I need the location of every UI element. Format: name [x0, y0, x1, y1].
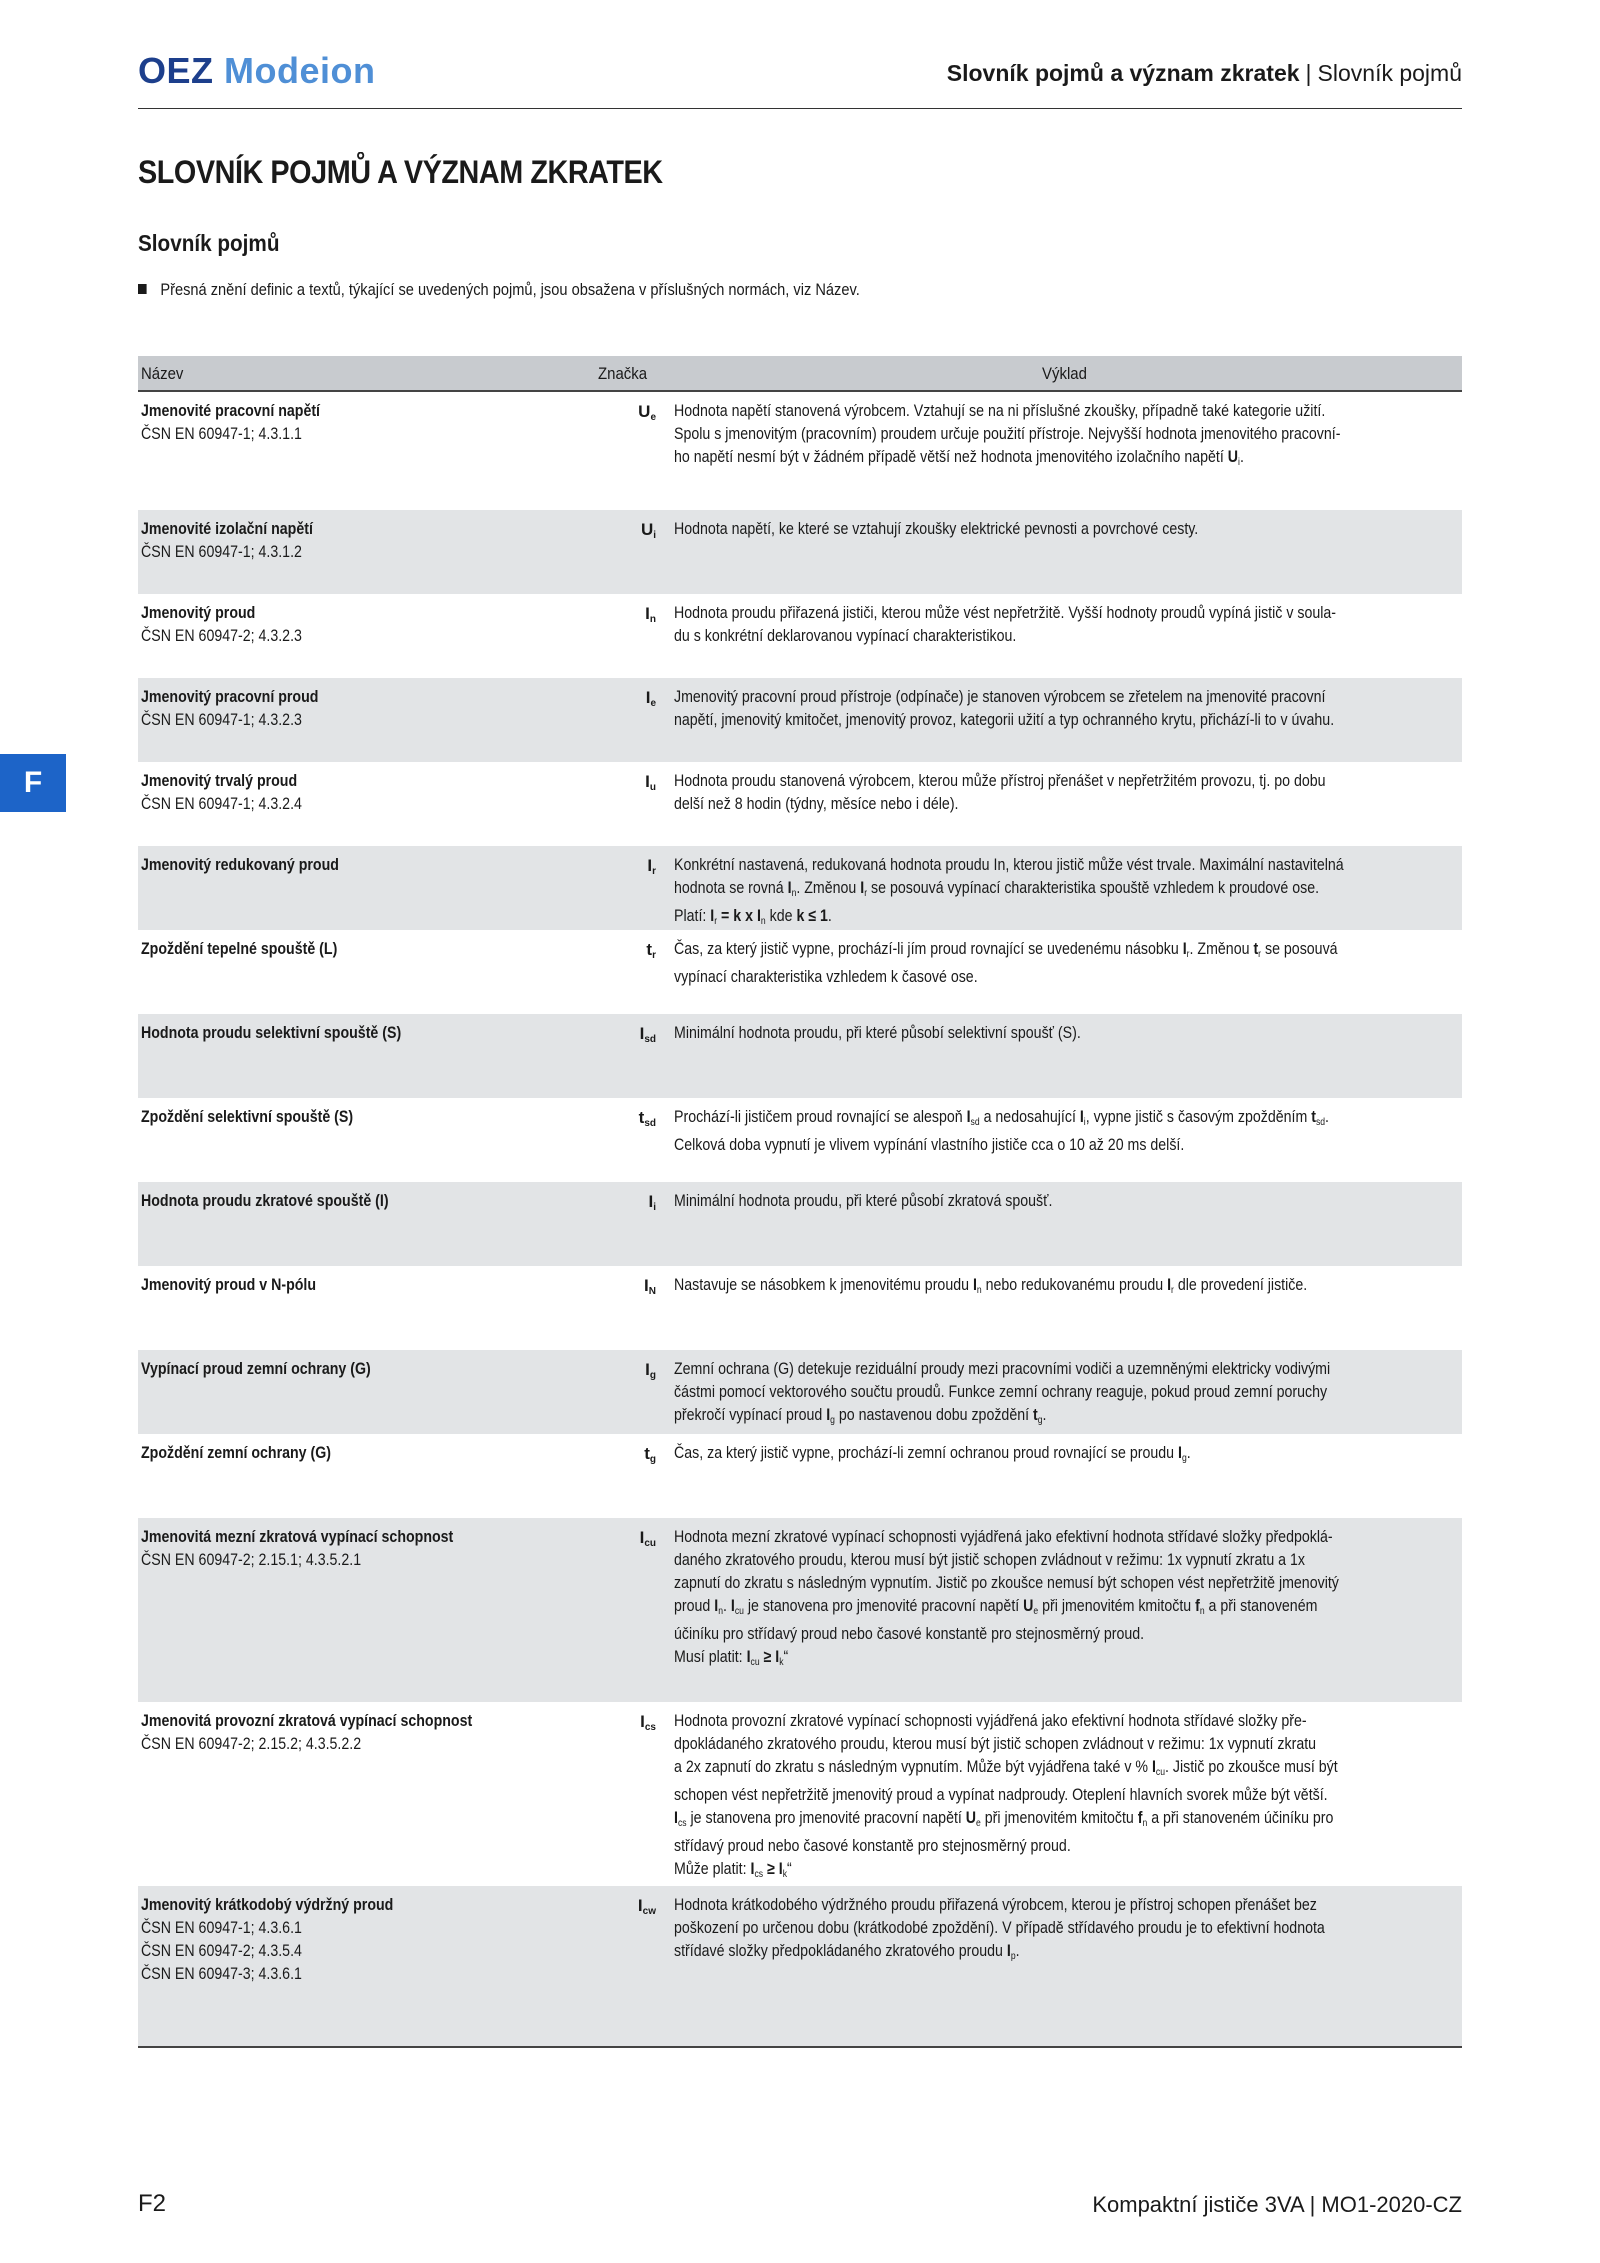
explanation-line: Prochází-li jističem proud rovnající se alespoň $I_{sd}$ a nedosahující $I_i$, vypne jistič s časovým zpožděním $t_{sd}$.	[674, 1108, 1330, 1128]
term-symbol	[618, 602, 656, 631]
term-symbol	[618, 518, 656, 547]
running-header-subtitle: Slovník pojmů	[1317, 60, 1462, 86]
section-title: Slovník pojmů	[138, 230, 280, 256]
term-explanation	[674, 400, 1452, 474]
table-row	[138, 1098, 1462, 1182]
explanation-line: Celková doba vypnutí je vlivem vypínání vlastního jističe cca o 10 až 20 ms delší.	[674, 1136, 1185, 1154]
table-row	[138, 678, 1462, 762]
symbol-letter: I	[648, 1192, 654, 1211]
explanation-line: Čas, za který jistič vypne, prochází-li jím proud rovnající se uvedenému násobku $I_r$. Změnou $t_r$ se posouvá	[674, 940, 1338, 960]
symbol-letter: I	[644, 1276, 649, 1295]
table-row	[138, 594, 1462, 678]
term-name: Jmenovitý trvalý proud	[141, 772, 298, 790]
term-symbol	[618, 1022, 656, 1051]
symbol-letter: U	[638, 402, 651, 421]
explanation-line: střídavé složky předpokládaného zkratového proudu $I_p$.	[674, 1942, 1020, 1962]
symbol-letter: I	[639, 1528, 645, 1547]
column-header-name: Název	[141, 364, 184, 383]
explanation-line: střídavý proud nebo časové konstantě pro stejnosměrný proud.	[674, 1837, 1071, 1855]
symbol-letter: t	[644, 1444, 650, 1463]
table-row	[138, 930, 1462, 1014]
explanation-line: schopen vést nepřetržitě jmenovitý proud a vypínat nadproudy. Oteplení hlavních svorek může být větší.	[674, 1786, 1328, 1804]
term-symbol	[618, 1274, 656, 1303]
explanation-line: Čas, za který jistič vypne, prochází-li zemní ochranou proud rovnající se proudu $I_g$.	[674, 1444, 1191, 1464]
explanation-line: hodnota se rovná $I_n$. Změnou $I_r$ se posouvá vypínací charakteristika spouště vzhledem k proudové ose.	[674, 879, 1320, 899]
symbol-subscript: g	[649, 1370, 656, 1381]
term-explanation	[674, 938, 1452, 989]
explanation-line: ho napětí nesmí být v žádném případě větší než hodnota jmenovitého izolačního napětí $U_i$.	[674, 448, 1244, 468]
glossary-table	[138, 356, 1462, 2048]
explanation-line: du s konkrétní deklarovanou vypínací charakteristikou.	[674, 627, 1017, 645]
intro-note-text: Přesná znění definic a textů, týkající se uvedených pojmů, jsou obsažena v příslušných normách, viz Název.	[160, 280, 860, 299]
symbol-letter: I	[640, 1712, 645, 1731]
term-standard-ref: ČSN EN 60947-1; 4.3.1.2	[141, 543, 302, 561]
table-row	[138, 1266, 1462, 1350]
term-explanation	[674, 1442, 1452, 1470]
section-tab[interactable]: F	[0, 754, 66, 812]
explanation-line: Konkrétní nastavená, redukovaná hodnota proudu In, kterou jistič může vést trvale. Maximální nastavitelná	[674, 856, 1344, 874]
symbol-letter: I	[639, 1024, 645, 1043]
term-name: Zpoždění tepelné spouště (L)	[141, 940, 338, 958]
explanation-line: Minimální hodnota proudu, při které působí zkratová spoušť.	[674, 1192, 1053, 1210]
symbol-subscript: e	[650, 412, 656, 423]
explanation-line: $I_{cs}$ je stanovena pro jmenovité pracovní napětí $U_e$ při jmenovitém kmitočtu $f_n$ a při stanoveném účiníku pro	[674, 1809, 1334, 1829]
symbol-letter: I	[645, 604, 650, 623]
header-rule	[138, 108, 1462, 109]
term-name: Jmenovitá provozní zkratová vypínací schopnost	[141, 1712, 473, 1730]
table-bottom-rule	[138, 2046, 1462, 2048]
term-cell	[141, 1190, 511, 1213]
term-standard-ref: ČSN EN 60947-2; 4.3.5.4	[141, 1942, 302, 1960]
symbol-letter: t	[646, 940, 653, 959]
term-explanation	[674, 686, 1452, 732]
term-name: Jmenovitý proud v N-pólu	[141, 1276, 317, 1294]
term-cell	[141, 518, 511, 564]
term-explanation	[674, 1358, 1452, 1432]
symbol-subscript: sd	[644, 1034, 656, 1045]
document-id: Kompaktní jističe 3VA | MO1-2020-CZ	[1092, 2192, 1462, 2217]
symbol-letter: I	[645, 1360, 650, 1379]
table-row	[138, 1518, 1462, 1702]
term-symbol	[618, 1358, 656, 1387]
term-cell	[141, 854, 511, 877]
term-name: Jmenovitý krátkodobý výdržný proud	[141, 1896, 394, 1914]
term-name: Hodnota proudu zkratové spouště (I)	[141, 1192, 389, 1210]
page-title: SLOVNÍK POJMŮ A VÝZNAM ZKRATEK	[138, 154, 663, 190]
term-symbol	[618, 1710, 656, 1739]
explanation-line: Zemní ochrana (G) detekuje reziduální proudy mezi pracovními vodiči a uzemněnými elektricky vodivými	[674, 1360, 1331, 1378]
table-row	[138, 846, 1462, 930]
table-row	[138, 1350, 1462, 1434]
term-name: Jmenovitý redukovaný proud	[141, 856, 339, 874]
term-name: Zpoždění selektivní spouště (S)	[141, 1108, 354, 1126]
symbol-subscript: e	[650, 698, 656, 709]
term-standard-ref: ČSN EN 60947-1; 4.3.6.1	[141, 1919, 302, 1937]
term-symbol	[618, 1442, 656, 1471]
symbol-subscript: r	[652, 866, 656, 877]
term-symbol	[618, 1894, 656, 1923]
term-standard-ref: ČSN EN 60947-2; 2.15.2; 4.3.5.2.2	[141, 1735, 362, 1753]
table-row	[138, 1886, 1462, 2046]
symbol-subscript: cu	[644, 1538, 656, 1549]
explanation-line: Musí platit: $I_{cu}$ ≥ $I_k“$	[674, 1648, 789, 1668]
term-cell	[141, 1106, 511, 1129]
symbol-subscript: i	[653, 530, 656, 541]
term-cell	[141, 686, 511, 732]
explanation-line: překročí vypínací proud $I_g$ po nastavenou dobu zpoždění $t_g$.	[674, 1406, 1047, 1426]
term-standard-ref: ČSN EN 60947-1; 4.3.1.1	[141, 425, 302, 443]
running-header: Slovník pojmů a význam zkratek | Slovník pojmů	[946, 60, 1462, 86]
logo-product: Modeion	[224, 50, 376, 91]
symbol-subscript: cw	[642, 1906, 656, 1917]
explanation-line: napětí, jmenovitý kmitočet, jmenovitý provoz, kategorii užití a typ ochranného krytu, přichází-li to v úvahu.	[674, 711, 1335, 729]
explanation-line: zapnutí do zkratu s následným vypnutím. Jistič po zkoušce nemusí být schopen vést nepřetržitě jmenovitý	[674, 1574, 1339, 1592]
term-name: Zpoždění zemní ochrany (G)	[141, 1444, 332, 1462]
explanation-line: Může platit: $I_{cs}$ ≥ $I_k“$	[674, 1860, 792, 1880]
symbol-letter: t	[638, 1108, 645, 1127]
term-cell	[141, 1442, 511, 1465]
table-row	[138, 762, 1462, 846]
symbol-subscript: i	[653, 1202, 656, 1213]
term-explanation	[674, 1106, 1452, 1157]
explanation-line: Jmenovitý pracovní proud přístroje (odpínače) je stanoven výrobcem se zřetelem na jmenovité pracovní	[674, 688, 1326, 706]
term-explanation	[674, 602, 1452, 648]
term-symbol	[618, 1106, 656, 1135]
explanation-line: Hodnota proudu přiřazená jističi, kterou může vést nepřetržitě. Vyšší hodnoty proudů vypíná jistič v soula-	[674, 604, 1337, 622]
explanation-line: vypínací charakteristika vzhledem k časové ose.	[674, 968, 978, 986]
term-name: Jmenovitý pracovní proud	[141, 688, 319, 706]
term-explanation	[674, 518, 1452, 541]
column-header-explanation: Výklad	[1042, 364, 1087, 383]
symbol-letter: I	[645, 688, 651, 707]
explanation-line: a 2x zapnutí do zkratu s následným vypnutím. Může být vyjádřena také v % $I_{cu}$. Jistič po zkoušce musí být	[674, 1758, 1338, 1778]
term-name: Hodnota proudu selektivní spouště (S)	[141, 1024, 402, 1042]
explanation-line: Spolu s jmenovitým (pracovním) proudem určuje použití přístroje. Nejvyšší hodnota jmenovitého pracovní-	[674, 425, 1341, 443]
term-name: Jmenovité izolační napětí	[141, 520, 313, 538]
term-cell	[141, 770, 511, 816]
term-name: Jmenovité pracovní napětí	[141, 402, 321, 420]
term-symbol	[618, 686, 656, 715]
explanation-line: Hodnota napětí, ke které se vztahují zkoušky elektrické pevnosti a povrchové cesty.	[674, 520, 1199, 538]
symbol-subscript: sd	[644, 1118, 656, 1129]
explanation-line: Hodnota mezní zkratové vypínací schopnosti vyjádřená jako efektivní hodnota střídavé složky předpoklá-	[674, 1528, 1333, 1546]
term-cell	[141, 1274, 511, 1297]
table-header	[138, 356, 1462, 392]
term-name: Jmenovitý proud	[141, 604, 256, 622]
term-explanation	[674, 1274, 1452, 1302]
term-standard-ref: ČSN EN 60947-1; 4.3.2.4	[141, 795, 302, 813]
symbol-letter: I	[645, 772, 650, 791]
explanation-line: Minimální hodnota proudu, při které působí selektivní spoušť (S).	[674, 1024, 1081, 1042]
explanation-line: Nastavuje se násobkem k jmenovitému proudu $I_n$ nebo redukovanému proudu $I_r$ dle provedení jističe.	[674, 1276, 1308, 1296]
term-cell	[141, 602, 511, 648]
term-symbol	[618, 1526, 656, 1555]
explanation-line: dpokládaného zkratového proudu, kterou musí být jistič schopen zvládnout v režimu: 1x vypnutí zkratu	[674, 1735, 1317, 1753]
term-standard-ref: ČSN EN 60947-3; 4.3.6.1	[141, 1965, 302, 1983]
table-row	[138, 1434, 1462, 1518]
symbol-subscript: N	[648, 1286, 656, 1297]
table-body	[138, 392, 1462, 2046]
table-row	[138, 1014, 1462, 1098]
table-row	[138, 510, 1462, 594]
term-symbol	[618, 770, 656, 799]
explanation-line: delší než 8 hodin (týdny, měsíce nebo i déle).	[674, 795, 959, 813]
symbol-subscript: n	[649, 614, 656, 625]
term-explanation	[674, 1022, 1452, 1045]
explanation-line: Platí: $I_r = k$ x $I_n$ kde k ≤ 1.	[674, 907, 832, 927]
explanation-line: poškození po určenou dobu (krátkodobé zpoždění). V případě střídavého proudu je to efektivní hodnota	[674, 1919, 1325, 1937]
term-explanation	[674, 1526, 1452, 1674]
running-header-title: Slovník pojmů a význam zkratek	[946, 60, 1300, 86]
term-cell	[141, 400, 511, 446]
explanation-line: částmi pomocí vektorového součtu proudů. Funkce zemní ochrany reaguje, pokud proud zemní poruchy	[674, 1383, 1328, 1401]
term-explanation	[674, 854, 1452, 933]
table-row	[138, 1702, 1462, 1886]
term-cell	[141, 1526, 511, 1572]
symbol-subscript: r	[652, 950, 656, 961]
term-symbol	[618, 1190, 656, 1219]
explanation-line: daného zkratového proudu, kterou musí být jistič schopen zvládnout v režimu: 1x vypnutí zkratu a 1x	[674, 1551, 1305, 1569]
explanation-line: Hodnota napětí stanovená výrobcem. Vztahují se na ni příslušné zkoušky, případně také kategorie užití.	[674, 402, 1326, 420]
term-explanation	[674, 1190, 1452, 1213]
term-name: Jmenovitá mezní zkratová vypínací schopnost	[141, 1528, 454, 1546]
table-row	[138, 1182, 1462, 1266]
symbol-letter: I	[637, 1896, 643, 1915]
term-cell	[141, 938, 511, 961]
term-standard-ref: ČSN EN 60947-1; 4.3.2.3	[141, 711, 302, 729]
term-symbol	[618, 938, 656, 967]
page-number: F2	[138, 2190, 167, 2217]
symbol-subscript: u	[649, 782, 656, 793]
explanation-line: Hodnota proudu stanovená výrobcem, kterou může přístroj přenášet v nepřetržitém provozu, tj. po dobu	[674, 772, 1326, 790]
explanation-line: Hodnota krátkodobého výdržného proudu přiřazená výrobcem, kterou je přístroj schopen přenášet bez	[674, 1896, 1317, 1914]
term-explanation	[674, 1710, 1452, 1886]
logo-brand: OEZ	[138, 50, 214, 91]
term-name: Vypínací proud zemní ochrany (G)	[141, 1360, 371, 1378]
term-explanation	[674, 1894, 1452, 1968]
intro-note	[138, 280, 860, 300]
symbol-subscript: cs	[644, 1722, 656, 1733]
term-cell	[141, 1022, 511, 1045]
explanation-line: proud $I_n$. $I_{cu}$ je stanovena pro jmenovité pracovní napětí $U_e$ při jmenovitém kmitočtu $f_n$ a při stanoveném	[674, 1597, 1318, 1617]
term-cell	[141, 1894, 511, 1986]
company-logo	[138, 50, 376, 92]
explanation-line: účiníku pro střídavý proud nebo časové konstantě pro stejnosměrný proud.	[674, 1625, 1145, 1643]
term-symbol	[618, 400, 656, 429]
symbol-letter: I	[647, 856, 653, 875]
term-cell	[141, 1710, 511, 1756]
term-explanation	[674, 770, 1452, 816]
bullet-square-icon	[138, 284, 147, 294]
term-standard-ref: ČSN EN 60947-2; 4.3.2.3	[141, 627, 302, 645]
table-row	[138, 392, 1462, 510]
explanation-line: Hodnota provozní zkratové vypínací schopnosti vyjádřená jako efektivní hodnota střídavé složky pře-	[674, 1712, 1307, 1730]
symbol-letter: U	[640, 520, 654, 539]
term-symbol	[618, 854, 656, 883]
term-cell	[141, 1358, 511, 1381]
column-header-symbol: Značka	[598, 364, 648, 383]
symbol-subscript: g	[649, 1454, 656, 1465]
term-standard-ref: ČSN EN 60947-2; 2.15.1; 4.3.5.2.1	[141, 1551, 362, 1569]
